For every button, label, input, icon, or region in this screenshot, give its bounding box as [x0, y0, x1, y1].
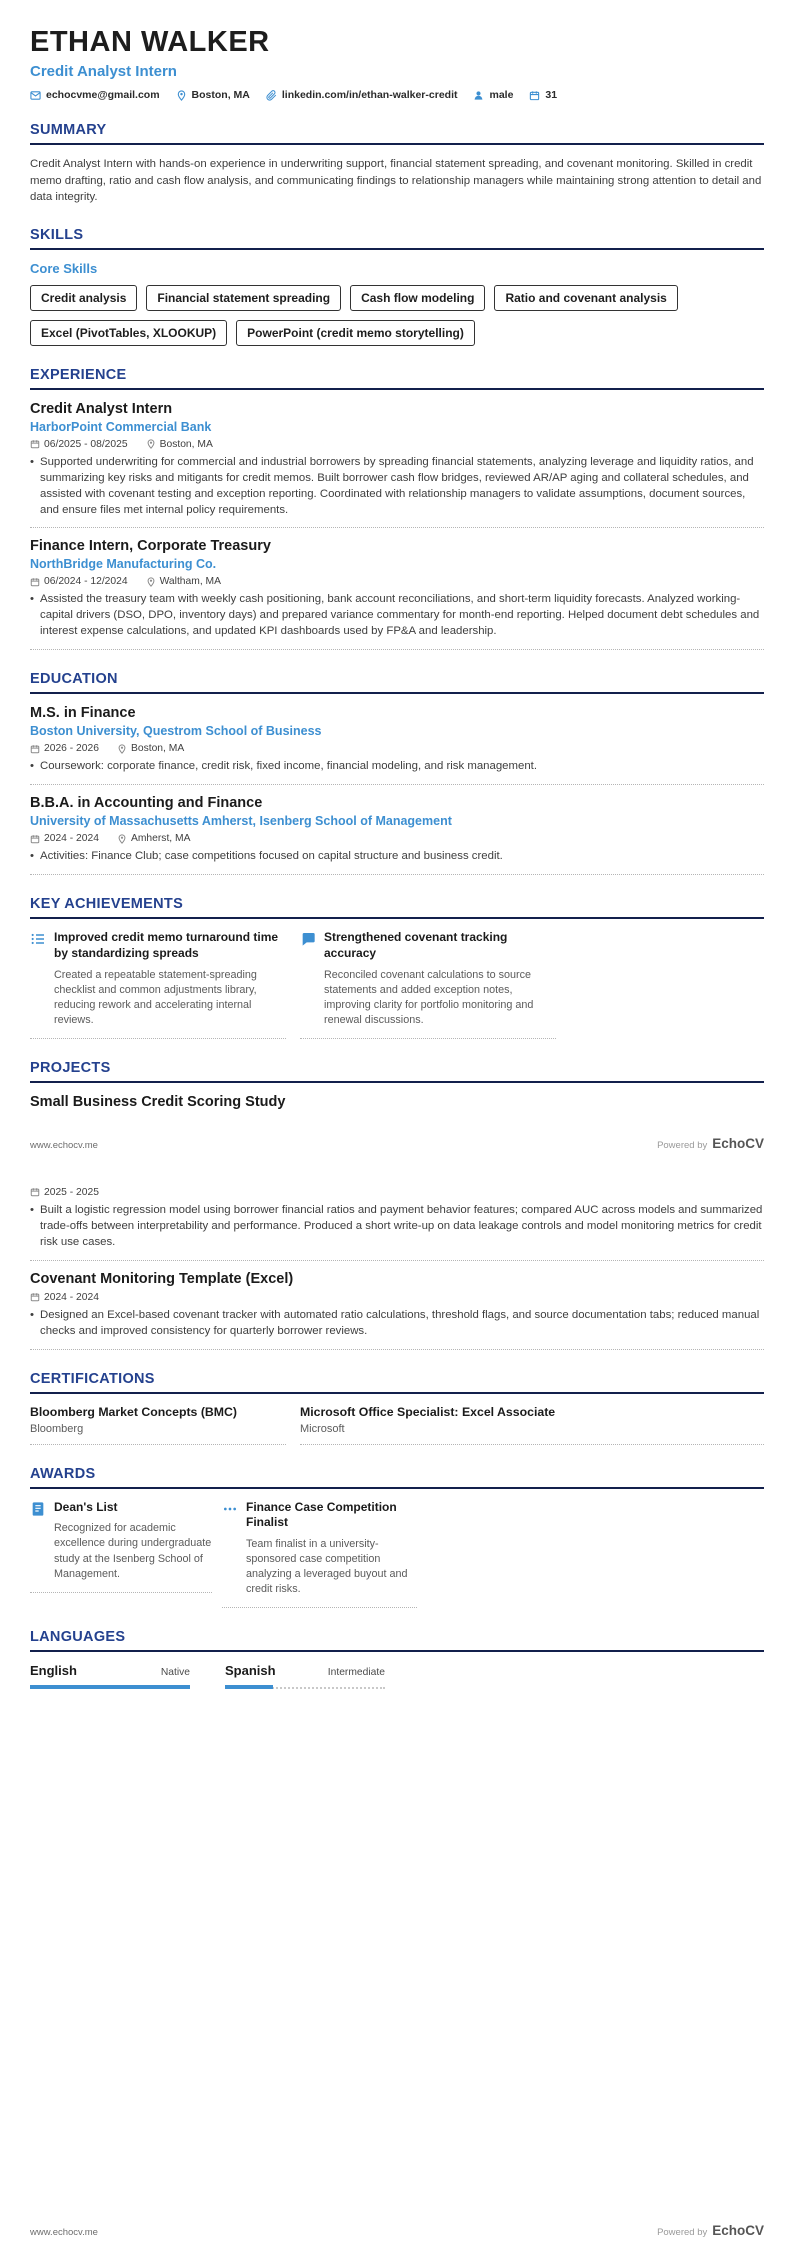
- achievement-description: Created a repeatable statement-spreading checklist and common adjustments library, reducing rework and accelerating internal reviews.: [54, 968, 257, 1026]
- section-skills: [30, 227, 764, 346]
- contact-row: [30, 89, 764, 101]
- job-location: [146, 576, 221, 587]
- achievement-description: Reconciled covenant calculations to source statements and added exception notes, improving clarity for portfolio monitoring and renewal discussions.: [324, 968, 534, 1026]
- skill-tag: Excel (PivotTables, XLOOKUP): [30, 320, 227, 346]
- languages-heading: LANGUAGES: [30, 1629, 764, 1652]
- contact-linkedin-text: linkedin.com/in/ethan-walker-credit: [281, 89, 458, 101]
- education-dates: [30, 833, 99, 844]
- experience-item: [30, 401, 764, 529]
- education-dates-text: 2026 - 2026: [44, 743, 99, 755]
- achievements-heading: KEY ACHIEVEMENTS: [30, 896, 764, 919]
- language-head: [30, 1663, 190, 1678]
- job-title: Finance Intern, Corporate Treasury: [30, 538, 271, 555]
- project-bullet-text: • Built a logistic regression model using borrower financial ratios and payment behavior features; compared AUC across models and summarized trade-offs between interpretability and performance. Produced a short write-up on data leakage controls and model monitoring metrics for credit risk use cases.: [40, 1203, 763, 1248]
- education-heading: EDUCATION: [30, 671, 764, 694]
- summary-heading: SUMMARY: [30, 122, 764, 145]
- job-dates: [30, 439, 128, 450]
- achievement-body: [324, 930, 556, 1028]
- project-bullet-text: • Designed an Excel-based covenant tracker with automated ratio calculations, threshold flags, and source documentation tabs; reduced manual checks and improved consistency for quarterly borrower reviews.: [40, 1308, 760, 1337]
- award-body: [246, 1500, 417, 1598]
- footer-brand-link[interactable]: EchoCV: [712, 2223, 764, 2238]
- skills-group-label: Core Skills: [30, 260, 98, 276]
- project-item: [30, 1187, 764, 1261]
- contact-gender-text: male: [489, 89, 514, 101]
- language-head: [225, 1663, 385, 1678]
- award-item: [30, 1500, 212, 1593]
- job-bullet: [30, 592, 764, 640]
- section-key-achievements: [30, 896, 764, 1039]
- language-name: English: [30, 1663, 77, 1679]
- footer-powered: [657, 1136, 764, 1151]
- link-icon: [266, 90, 277, 101]
- education-bullet-text: • Coursework: corporate finance, credit risk, fixed income, financial modeling, and risk management.: [40, 760, 537, 773]
- language-item: [30, 1663, 190, 1689]
- award-title: Dean's List: [54, 1499, 118, 1514]
- location-icon: [117, 744, 127, 754]
- project-dates: [30, 1292, 99, 1303]
- skill-tags: [30, 285, 764, 346]
- language-name: Spanish: [225, 1663, 276, 1679]
- achievement-item: [30, 930, 286, 1039]
- location-icon: [176, 90, 187, 101]
- education-meta: [30, 833, 764, 844]
- list-icon: [30, 931, 46, 947]
- section-languages: [30, 1629, 764, 1689]
- project-title: Covenant Monitoring Template (Excel): [30, 1270, 294, 1287]
- education-dates: [30, 743, 99, 754]
- education-location-text: Boston, MA: [130, 743, 185, 755]
- education-item: [30, 795, 764, 875]
- job-bullet-text: • Supported underwriting for commercial and industrial borrowers by spreading financial statements, analyzing leverage and liquidity ratios, and summarizing key risks and mitigants for credit memos. Built borrower cash flow bridges, reviewed AR/AP aging and collateral schedules, and assisted with covenant testing and exception reporting. Coordinated with relationship managers to validate assumptions, document sources, and ensure files met internal policy requirements.: [40, 455, 754, 516]
- award-item: [222, 1500, 417, 1609]
- company-name: HarborPoint Commercial Bank: [30, 419, 212, 434]
- awards-grid: [30, 1500, 764, 1609]
- candidate-name: ETHAN WALKER: [30, 26, 270, 58]
- resume-header: [30, 26, 764, 101]
- contact-email[interactable]: [30, 89, 160, 101]
- education-location: [117, 833, 191, 844]
- awards-heading: AWARDS: [30, 1466, 764, 1489]
- skill-tag: Credit analysis: [30, 285, 137, 311]
- section-summary: [30, 122, 764, 206]
- contact-location-text: Boston, MA: [191, 89, 250, 101]
- language-progress-fill: [225, 1685, 273, 1689]
- calendar-icon: [529, 90, 540, 101]
- contact-email-text: echocvme@gmail.com: [46, 89, 160, 101]
- language-item: [225, 1663, 385, 1689]
- education-location-text: Amherst, MA: [130, 833, 191, 845]
- achievement-body: [54, 930, 286, 1028]
- location-icon: [146, 439, 156, 449]
- job-meta: [30, 576, 764, 587]
- contact-gender: [473, 89, 513, 101]
- project-item: [30, 1271, 764, 1350]
- section-awards: [30, 1466, 764, 1609]
- summary-text: Credit Analyst Intern with hands-on experience in underwriting support, financial statement spreading, and covenant monitoring. Skilled in credit memo drafting, ratio and cash flow analysis, and communicating findings to relationship managers while maintaining strong attention to detail and data integrity.: [30, 158, 762, 204]
- section-certifications: [30, 1371, 764, 1445]
- projects-heading: PROJECTS: [30, 1060, 764, 1083]
- skill-tag: Cash flow modeling: [350, 285, 485, 311]
- award-body: [54, 1500, 212, 1582]
- job-location-text: Waltham, MA: [159, 576, 222, 588]
- certification-item: [30, 1405, 286, 1445]
- location-icon: [117, 834, 127, 844]
- calendar-icon: [30, 439, 40, 449]
- language-progress-track: [225, 1685, 385, 1689]
- section-projects: [30, 1060, 764, 1350]
- footer-brand-link[interactable]: EchoCV: [712, 1135, 764, 1151]
- certifications-heading: CERTIFICATIONS: [30, 1371, 764, 1394]
- education-bullet: [30, 759, 764, 775]
- page1-footer: [30, 1136, 764, 1151]
- certification-issuer: Bloomberg: [30, 1422, 84, 1435]
- certifications-grid: [30, 1405, 764, 1445]
- achievements-grid: [30, 930, 764, 1039]
- contact-linkedin[interactable]: [266, 89, 458, 101]
- job-location: [146, 439, 213, 450]
- award-description: Recognized for academic excellence during undergraduate study at the Isenberg School of Management.: [54, 1522, 212, 1580]
- achievement-title: Improved credit memo turnaround time by standardizing spreads: [54, 930, 279, 960]
- footer-site-link[interactable]: www.echocv.me: [30, 2227, 98, 2238]
- ellipsis-icon: [222, 1501, 238, 1517]
- language-progress-track: [30, 1685, 190, 1689]
- project-dates: [30, 1187, 99, 1198]
- education-location: [117, 743, 184, 754]
- certification-title: Bloomberg Market Concepts (BMC): [30, 1404, 238, 1419]
- calendar-icon: [30, 744, 40, 754]
- project-meta: [30, 1187, 764, 1198]
- calendar-icon: [30, 1292, 40, 1302]
- job-dates-text: 06/2024 - 12/2024: [44, 576, 128, 588]
- skill-tag: Financial statement spreading: [146, 285, 341, 311]
- degree-title: M.S. in Finance: [30, 705, 136, 722]
- job-dates-text: 06/2025 - 08/2025: [44, 438, 128, 450]
- email-icon: [30, 90, 41, 101]
- job-meta: [30, 439, 764, 450]
- location-icon: [146, 577, 156, 587]
- project-dates-text: 2025 - 2025: [44, 1186, 99, 1198]
- achievement-title: Strengthened covenant tracking accuracy: [324, 930, 508, 960]
- project-bullet: [30, 1308, 764, 1340]
- award-title: Finance Case Competition Finalist: [246, 1499, 397, 1530]
- skills-heading: SKILLS: [30, 227, 764, 250]
- skill-tag: PowerPoint (credit memo storytelling): [236, 320, 475, 346]
- project-title: Small Business Credit Scoring Study: [30, 1093, 286, 1110]
- calendar-icon: [30, 1187, 40, 1197]
- comment-icon: [300, 931, 316, 947]
- footer-powered: [657, 2223, 764, 2238]
- footer-powered-label: Powered by: [657, 1139, 708, 1151]
- project-bullet: [30, 1203, 764, 1251]
- job-bullet-text: • Assisted the treasury team with weekly cash positioning, bank account reconciliations, and short-term liquidity forecasts. Analyzed working-capital drivers (DSO, DPO, inventory days) and prepared variance commentary for month-end reporting. Helped document debt schedules and interest expense calculations, and updated KPI dashboards used by FP&A and leadership.: [40, 593, 760, 638]
- language-progress-fill: [30, 1685, 190, 1689]
- languages-grid: [30, 1663, 764, 1689]
- certification-title: Microsoft Office Specialist: Excel Associate: [300, 1404, 556, 1419]
- education-meta: [30, 743, 764, 754]
- experience-item: [30, 538, 764, 650]
- calendar-icon: [30, 577, 40, 587]
- school-name: Boston University, Questrom School of Business: [30, 724, 322, 739]
- job-location-text: Boston, MA: [159, 438, 213, 450]
- job-bullet: [30, 455, 764, 519]
- certification-item: [300, 1405, 764, 1445]
- skill-tag: Ratio and covenant analysis: [494, 285, 677, 311]
- candidate-title: Credit Analyst Intern: [30, 63, 177, 80]
- experience-heading: EXPERIENCE: [30, 367, 764, 390]
- degree-title: B.B.A. in Accounting and Finance: [30, 795, 263, 812]
- project-dates-text: 2024 - 2024: [44, 1291, 99, 1303]
- document-icon: [30, 1501, 46, 1517]
- footer-powered-label: Powered by: [657, 2227, 708, 2238]
- section-education: [30, 671, 764, 875]
- language-level: Native: [160, 1667, 190, 1679]
- certification-issuer: Microsoft: [300, 1422, 345, 1435]
- education-item: [30, 705, 764, 785]
- education-bullet: [30, 849, 764, 865]
- section-experience: [30, 367, 764, 651]
- person-icon: [473, 90, 484, 101]
- contact-location: [176, 89, 250, 101]
- achievement-item: [300, 930, 556, 1039]
- award-description: Team finalist in a university-sponsored case competition analyzing a leveraged buyout and credit risks.: [246, 1537, 408, 1596]
- calendar-icon: [30, 834, 40, 844]
- job-dates: [30, 576, 128, 587]
- contact-age: [529, 89, 557, 101]
- company-name: NorthBridge Manufacturing Co.: [30, 557, 217, 572]
- project-meta: [30, 1292, 764, 1303]
- education-bullet-text: • Activities: Finance Club; case competitions focused on capital structure and business credit.: [40, 850, 503, 863]
- language-level: Intermediate: [327, 1667, 385, 1679]
- education-dates-text: 2024 - 2024: [44, 833, 99, 845]
- page2-footer: [30, 2223, 764, 2238]
- school-name: University of Massachusetts Amherst, Isenberg School of Management: [30, 814, 452, 829]
- job-title: Credit Analyst Intern: [30, 400, 173, 417]
- footer-site-link[interactable]: www.echocv.me: [30, 1139, 98, 1151]
- contact-age-text: 31: [545, 89, 558, 101]
